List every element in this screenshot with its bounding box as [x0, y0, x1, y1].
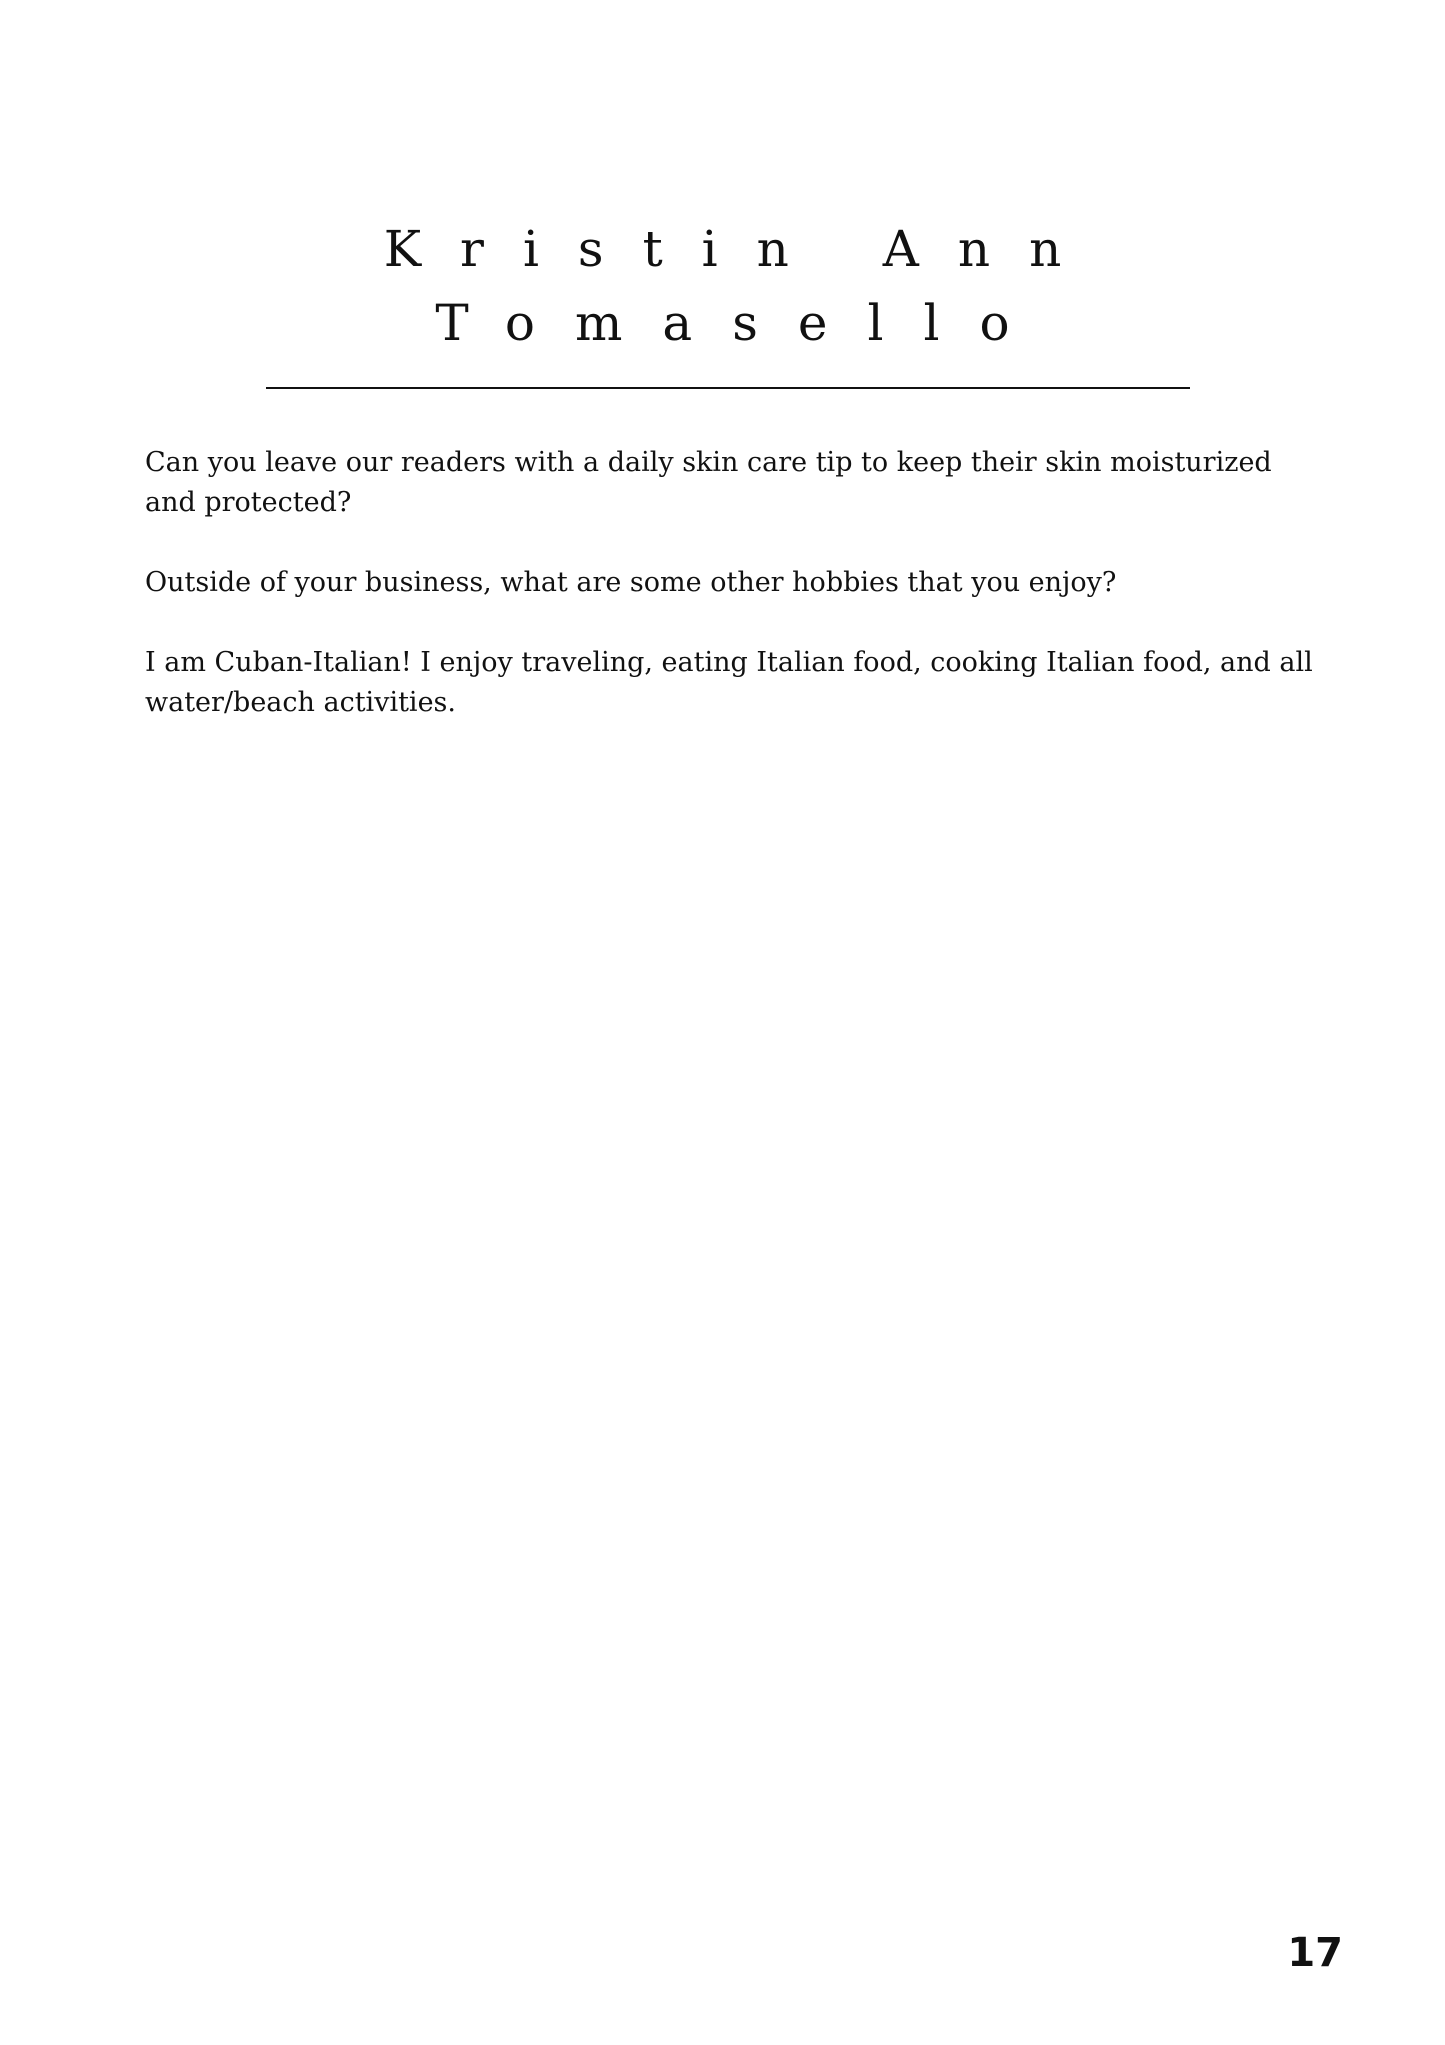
- page-title: [0, 212, 1445, 360]
- title-line-1: Kristin Ann: [383, 220, 1101, 278]
- title-line-2: Tomasello: [435, 294, 1050, 352]
- question-paragraph: Outside of your business, what are some other hobbies that you enjoy?: [145, 567, 1117, 598]
- question-paragraph: Can you leave our readers with a daily skin care tip to keep their skin moisturized and protected?: [145, 447, 1272, 518]
- page-number: 17: [1287, 1930, 1343, 1976]
- title-divider: [266, 387, 1190, 389]
- article-body: [145, 443, 1325, 763]
- answer-paragraph: I am Cuban-Italian! I enjoy traveling, eating Italian food, cooking Italian food, and all water/beach activities.: [145, 647, 1313, 718]
